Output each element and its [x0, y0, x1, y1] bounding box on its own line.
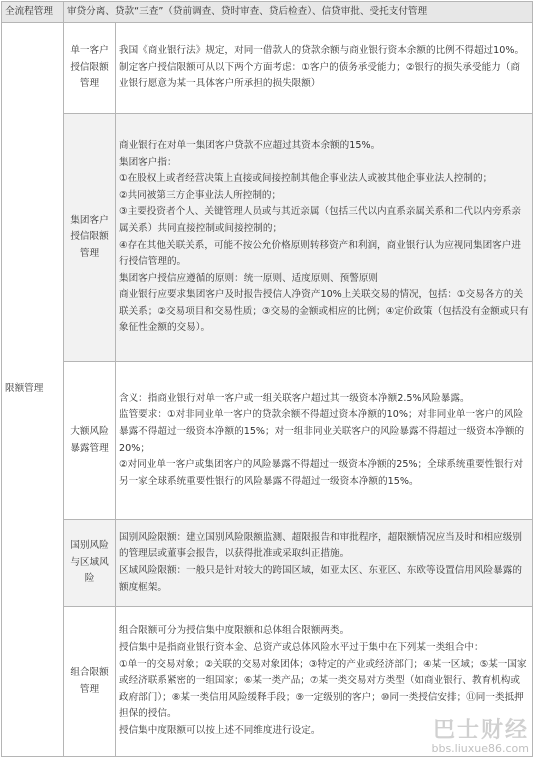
- content-line: ②对同业单一客户或集团客户的风险暴露不得超过一级资本净额的25%；全球系统重要性银行对另一家全球系统重要性银行的风险暴露不得超过一级资本净额的15%。: [119, 459, 524, 487]
- content-line: 集团客户授信应遵循的原则：统一原则、适度原则、预警原则: [119, 272, 379, 284]
- content-line: 制定客户授信限额可从以下两个方面考虑：①客户的债务承受能力；②银行的损失承受能力（商业银行愿意为某一具体客户所承担的损失限额）: [119, 61, 520, 90]
- table-row: [2, 362, 533, 520]
- row-content: [116, 607, 533, 757]
- content-line: 含义：指商业银行对单一客户或一组关联客户超过其一级资本净额2.5%风险暴露。: [119, 392, 470, 404]
- limit-management-table: [1, 1, 533, 757]
- content-line: 授信集中度限额可以按上述不同维度进行设定。: [119, 724, 321, 736]
- table-row: [2, 607, 533, 757]
- row-label: 大额风险暴露管理: [64, 362, 116, 520]
- row-content: [116, 520, 533, 607]
- header-cell-description: 审贷分离、贷款“三查”（贷前调查、贷时审查、贷后检查）、信贷审批、受托支付管理: [64, 2, 533, 23]
- row-label: 组合限额管理: [64, 607, 116, 757]
- content-line: 组合限额可分为授信集中度限额和总体组合限额两类。: [119, 625, 350, 637]
- row-label: 集团客户授信限额管理: [64, 114, 116, 362]
- row-label: 单一客户授信限额管理: [64, 23, 116, 114]
- table-row: [2, 114, 533, 362]
- content-line: ①在股权上或者经营决策上直接或间接控制其他企事业法人或被其他企事业法人控制的；: [119, 173, 493, 185]
- table-row: [2, 520, 533, 607]
- row-content: [116, 23, 533, 114]
- row-content: [116, 114, 533, 362]
- content-line: ③主要投资者个人、关键管理人员或与其近亲属（包括三代以内直系亲属关系和二代以内旁系亲属关系）共同直接控制或间接控制的；: [119, 206, 521, 234]
- content-line: ④存在其他关联关系，可能不按公允价格原则转移资产和利润，商业银行认为应视同集团客户进行授信管理的。: [119, 239, 521, 268]
- content-line: 区域风险限额：一般只是针对较大的跨国区域，如亚太区、东亚区、东欧等设置信用风险暴露的额度框架。: [119, 565, 522, 593]
- row-label: 国别风险与区域风险: [64, 520, 116, 607]
- content-line: 集团客户指：: [119, 156, 177, 168]
- content-line: ①单一的交易对象；②关联的交易对象团体；③特定的产业或经济部门；④某一区域；⑤某一国家或经济联系紧密的一组国家；⑥某一类产品；⑦某一类交易对方类型（如商业银行、教育机构或政府部门）；⑧某一类信用风险缓释手段；⑨一定级别的客户；⑩同一类授信安排；⑪同一类抵押担保的授信。: [119, 658, 527, 720]
- content-line: 授信集中是指商业银行资本金、总资产或总体风险水平过于集中在下列某一类组合中：: [119, 642, 484, 654]
- watermark-url: bbs.liuxue86.com: [431, 742, 529, 755]
- content-line: 监管要求：①对非同业单一客户的贷款余额不得超过资本净额的10%；对非同业单一客户的风险暴露不得超过一级资本净额的15%；对一组非同业关联客户的风险暴露不得超过一级资本净额的20%；: [119, 409, 525, 454]
- content-line: 商业银行在对单一集团客户贷款不应超过其资本余额的15%。: [119, 139, 381, 151]
- table-row: [2, 23, 533, 114]
- header-cell-process: 全流程管理: [2, 2, 64, 23]
- header-row: [2, 2, 533, 23]
- content-line: 国别风险限额：建立国别风险限额监测、超限报告和审批程序，超限额情况应当及时和相应级别的管理层或董事会报告，以获得批准或采取纠正措施。: [119, 531, 522, 560]
- row-content: [116, 362, 533, 520]
- group-label-cell: 限额管理: [2, 23, 64, 757]
- content-line: ②共同被第三方企事业法人所控制的；: [119, 189, 282, 201]
- content-line: 我国《商业银行法》规定，对同一借款人的贷款余额与商业银行资本余额的比例不得超过10%。: [119, 45, 525, 57]
- content-line: 商业银行应要求集团客户及时报告授信人净资产10%上关联交易的情况，包括：①交易各方的关联关系；②交易项目和交易性质；③交易的金额或相应的比例；④定价政策（包括没有金额或只有象征性金额的交易）。: [119, 289, 529, 334]
- watermark-text: 巴士财经: [432, 718, 529, 743]
